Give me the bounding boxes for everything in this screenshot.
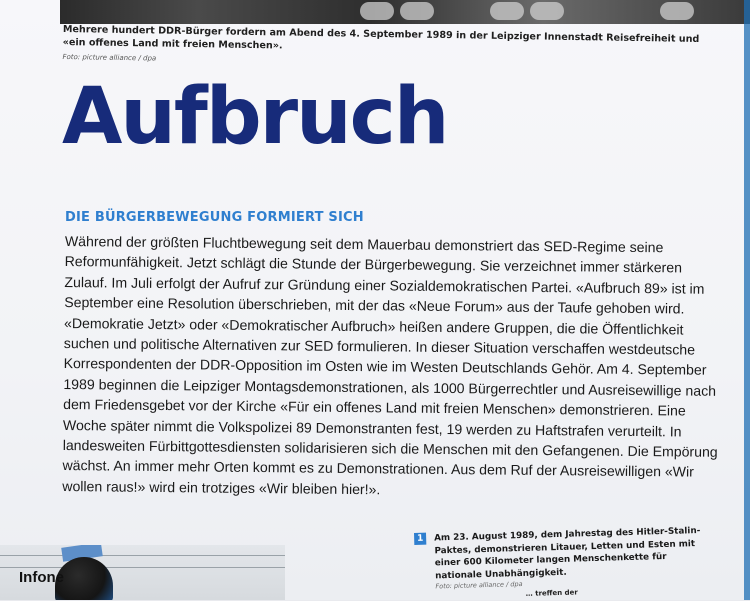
top-photo-caption bbox=[62, 24, 723, 74]
info-label: Infone bbox=[19, 569, 64, 586]
photo-detail bbox=[0, 555, 285, 556]
section-subhead: DIE BÜRGERBEWEGUNG FORMIERT SICH bbox=[65, 210, 364, 225]
photo-detail bbox=[360, 2, 394, 20]
photo-detail bbox=[400, 2, 434, 20]
accent-bar bbox=[744, 0, 750, 600]
top-caption-credit: Foto: picture alliance / dpa bbox=[62, 52, 157, 63]
top-caption-text: Mehrere hundert DDR-Bürger fordern am Abend des 4. September 1989 in der Leipziger Innenstadt Reisefreiheit und «ein offenes Land mit freien Menschen». bbox=[62, 24, 700, 51]
photo-detail bbox=[490, 2, 524, 20]
photo-caption-1 bbox=[414, 525, 716, 601]
next-caption-fragment: … treffen der bbox=[525, 588, 578, 598]
photo-detail bbox=[0, 567, 285, 568]
caption-1-text: Am 23. August 1989, dem Jahrestag des Hitler-Stalin-Paktes, demonstrieren Litauer, Letten und Esten mit einer 600 Kilometer langen Menschenkette für nationale Unabhängigkeit. bbox=[434, 526, 701, 581]
page-title: Aufbruch bbox=[62, 72, 448, 162]
caption-number-badge: 1 bbox=[414, 533, 426, 545]
caption-1-credit: Foto: picture alliance / dpa bbox=[435, 579, 523, 591]
photo-detail bbox=[530, 2, 564, 20]
top-photo bbox=[60, 0, 750, 24]
section-body-text: Während der größten Fluchtbewegung seit dem Mauerbau demonstriert das SED-Regime seine Reformunfähigkeit. Jetzt schlägt die Stunde der Bürgerbewegung. Sie verzeichnet immer stärkeren Zulauf. Im Juli erfolgt der Aufruf zur Gründung einer Sozialdemokratischen Partei. «Aufbruch 89» ist im September eine Resolution überschrieben, mit der das «Neue Forum» aus der Taufe gehoben wird. «Demokratie Jetzt» oder «Demokratischer Aufbruch» heißen andere Gruppen, die die Öffentlichkeit suchen und politische Alternativen zur SED formulieren. In dieser Situation verschaffen westdeutsche Korrespondenten der DDR-Opposition im Osten wie im Westen Deutschlands Gehör. Am 4. September 1989 beginnen die Leipziger Montagsdemonstrationen, als 1000 Bürgerrechtler und Ausreisewillige nach dem Friedensgebet vor der Kirche «Für ein offenes Land mit freien Menschen» demonstrieren. Eine Woche später nimmt die Volkspolizei 89 Demonstranten fest, 19 werden zu Haftstrafen verurteilt. In landesweiten Fürbittgottesdiensten solidarisieren sich die Menschen mit den Gefangenen. Die Empörung wächst. An immer mehr Orten kommt es zu Demonstrationen. Aus dem Ruf der Ausreisewilligen «Wir wollen raus!» wird ein trotziges «Wir bleiben hier!». bbox=[62, 232, 718, 498]
photo-detail bbox=[660, 2, 694, 20]
